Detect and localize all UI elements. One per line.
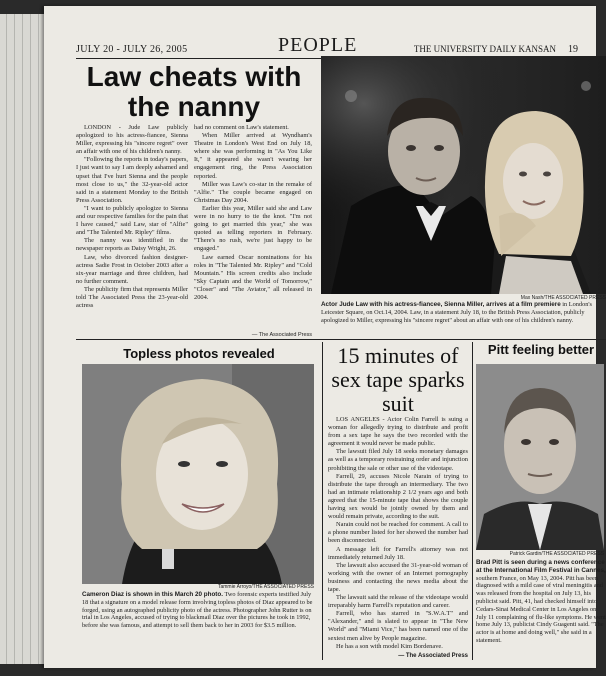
law-byline: — The Associated Press <box>251 332 312 338</box>
diaz-photo <box>82 364 314 584</box>
paragraph: "Following the reports in today's papers, I just want to say I am deeply ashamed and upset that I've hurt Sienna and the people most close to us," the 32-year-old actor said in a statement Monday to the British Press Association. <box>76 156 188 204</box>
caption-text: southern France, on May 13, 2004. Pitt has been diagnosed with a mild case of viral meningitis and was released from the hospital on July 13, his publicist said. Pitt, 41, had checked himself into Cedars-Sinai Medical Center in Los Angeles on July 11 complaining of flu-like symptoms. He went home July 13, publicist Cindy Guagenti said. "The actor is at home and doing well," she said in a statement. <box>476 574 606 644</box>
pitt-photo-credit: Patrick Gardin/THE ASSOCIATED PRESS <box>509 551 604 557</box>
caption-text: Two forensic experts testified July 18 that a signature on a model release form involving topless photos of Diaz appeared to be forged, using an autographed publicity photo of the actress. Photographer John Rutter is on trial in Los Angeles, accused of trying to blackmail Diaz over the pictures he took in 1992, before she was famous, and attempt to sell them back to her in 2003 for $3.5 million. <box>82 591 313 630</box>
paragraph: had no comment on Law's statement. <box>194 124 289 131</box>
diaz-headline: Topless photos revealed <box>123 346 275 361</box>
farrell-headline: 15 minutes of sex tape sparks suit <box>331 343 465 416</box>
paragraph: The publicity firm that represents Miller told The Associated Press the 23-year-old actress <box>76 285 188 310</box>
paragraph: Law earned Oscar nominations for his roles in "The Talented Mr. Ripley" and "Cold Mountain." His screen credits also include "Sky Captain and the World of Tomorrow," "Closer" and "The Aviator," all released in 2004. <box>194 253 312 301</box>
paragraph: "I want to publicly apologize to Sienna and our respective families for the pain that I have caused," said Law, star of "Alfie" and "The Talented Mr. Ripley" films. <box>76 204 188 237</box>
paragraph: The lawsuit also accused the 31-year-old woman of working with the owner of an Internet pornography business and contacting the news media about the tape. <box>328 561 468 593</box>
caption-lead: Brad Pitt is seen during a news conference at the International Film Festival in Cannes, <box>476 559 606 574</box>
diaz-photo-credit: Tammie Arroyo/THE ASSOCIATED PRESS <box>217 584 314 590</box>
paragraph: LOS ANGELES - Actor Colin Farrell is suing a woman for allegedly trying to distribute and profit from a sex tape he says the two recorded with the agreement it would never be made public. <box>328 416 468 448</box>
paragraph: A message left for Farrell's attorney was not immediately returned July 18. <box>328 545 468 561</box>
law-headline: Law cheats with the nanny <box>86 61 302 122</box>
diaz-caption <box>82 591 316 630</box>
paragraph: When Miller arrived at Wyndham's Theatre in London's West End on July 18, where she was performing in "As You Like It," it appeared she wasn't wearing her engagement ring, the Press Association reported. <box>194 132 312 180</box>
section-title: PEOPLE <box>278 34 358 56</box>
story-divider <box>76 339 606 340</box>
paragraph: Earlier this year, Miller said she and Law were in no hurry to tie the knot. "I'm not going to get married this year," she was quoted as telling reporters in February. "There's no rush, we're just happy to be engaged." <box>194 204 312 253</box>
pitt-headline: Pitt feeling better <box>487 342 595 357</box>
stacked-pages <box>0 14 45 664</box>
paper-name: THE UNIVERSITY DAILY KANSAN <box>413 44 556 54</box>
paragraph: Miller was Law's co-star in the remake of "Alfie." The couple became engaged on Christmas Day 2004. <box>194 180 312 204</box>
paragraph: The lawsuit filed July 18 seeks monetary damages as well as a temporary restraining order and injunction prohibiting the sale or other use of the videotape. <box>328 448 468 472</box>
issue-date: JULY 20 - JULY 26, 2005 <box>76 44 188 55</box>
paragraph: Farrell, 29, accuses Nicole Narain of trying to distribute the tape through an intermediary. The two had an intimate relationship 2 1/2 years ago and both agreed that the 15-minute tape that shows the couple having sex would be jointly owned by them and would remain private, according to the suit. <box>328 472 468 521</box>
pitt-caption <box>476 559 606 675</box>
law-photo-credit: Max Nash/THE ASSOCIATED PRESS <box>520 295 606 301</box>
column-rule <box>322 342 323 660</box>
caption-text: in London's Leicester Square, on Oct.14, 2004. Law, in a statement July 18, to the British Press Association, publicly apologized to Miller, expressing his "sincere regret" about an affair with one of his children's nanny. <box>321 301 592 324</box>
paragraph: Law, who divorced fashion designer-actress Sadie Frost in October 2003 after a six-year marriage and three children, had no further comment. <box>76 253 188 285</box>
farrell-body <box>328 416 468 652</box>
paragraph: Narain could not be reached for comment. A call to a phone number listed for her showed the number had been disconnected. <box>328 521 468 545</box>
paragraph: He has a son with model Kim Bordenave. <box>336 642 443 650</box>
paragraph: The lawsuit said the release of the videotape would irreparably harm Farrell's reputation and career. <box>328 594 468 610</box>
law-caption <box>321 301 606 324</box>
paragraph: Farrell, who has starred in "S.W.A.T" and "Alexander," and is slated to appear in "The New World" and "Miami Vice," has been named one of the sexiest men alive by People magazine. <box>328 610 468 642</box>
law-column-1 <box>76 124 188 336</box>
column-rule <box>472 342 473 660</box>
newspaper-page <box>44 6 606 668</box>
pitt-photo <box>476 364 604 550</box>
caption-lead: Cameron Diaz is shown in this March 20 photo. <box>82 591 224 598</box>
farrell-byline: — The Associated Press <box>398 653 468 659</box>
law-miller-photo <box>321 56 606 294</box>
paragraph: The nanny was identified in the newspaper reports as Daisy Wright, 26. <box>76 237 188 253</box>
page-number: 19 <box>568 44 578 55</box>
law-column-2 <box>194 124 312 330</box>
paragraph: LONDON - Jude Law publicly apologized to his actress-fiancee, Sienna Miller, expressing his "sincere regret" over an affair with one of his children's nanny. <box>76 124 188 156</box>
caption-lead: Actor Jude Law with his actress-fiancee, Sienna Miller, arrives at a film premiere <box>321 301 561 308</box>
